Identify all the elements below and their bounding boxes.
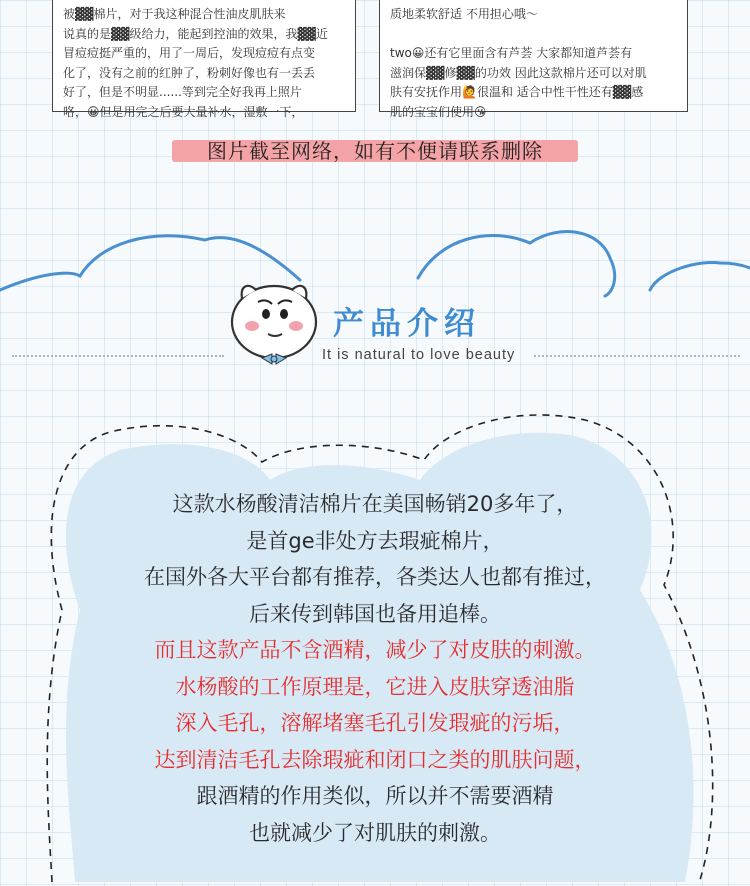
intro-line: 跟酒精的作用类似，所以并不需要酒精 xyxy=(196,784,554,808)
intro-line-highlight: 水杨酸的工作原理是，它进入皮肤穿透油脂 xyxy=(175,674,575,699)
intro-line-highlight: 而且这款产品不含酒精，减少了对皮肤的刺激。 xyxy=(154,638,596,662)
review-line: 被▓▓棉片，对于我这种混合性油皮肌肤来 xyxy=(63,7,286,21)
review-line: 冒痘痘挺严重的，用了一周后，发现痘痘有点变 xyxy=(63,46,316,60)
dotted-divider-left xyxy=(12,355,224,357)
section-subtitle: It is natural to love beauty xyxy=(322,347,516,363)
review-line: 说真的是▓▓级给力，能起到控油的效果，我▓▓近 xyxy=(63,26,328,41)
review-line: 好了，但是不明显......等到完全好我再上照片 xyxy=(63,85,302,99)
intro-line: 后来传到韩国也备用追棒。 xyxy=(249,601,501,626)
review-line xyxy=(390,25,677,45)
intro-line-highlight: 深入毛孔，溶解堵塞毛孔引发瑕疵的污垢， xyxy=(175,711,575,735)
cloud-outline-decoration xyxy=(0,218,750,298)
review-line: 化了，没有之前的红肿了，粉刺好像也有一丢丢 xyxy=(63,65,316,80)
mascot-icon xyxy=(226,278,322,372)
review-line: 质地柔软舒适 不用担心哦～ xyxy=(390,7,538,21)
review-line: 咯，😀但是用完之后要大量补水，湿敷一下， xyxy=(63,104,304,119)
review-line: 滋润保▓▓修▓▓的功效 因此这款棉片还可以对肌 xyxy=(390,65,647,80)
copyright-notice xyxy=(172,132,578,172)
review-line: two😀还有它里面含有芦荟 大家都知道芦荟有 xyxy=(390,46,633,60)
intro-line: 这款水杨酸清洁棉片在美国畅销20多年了， xyxy=(172,492,578,516)
review-card-left xyxy=(52,0,356,119)
dotted-divider-right xyxy=(534,355,740,357)
review-card-right xyxy=(379,0,688,119)
intro-line-highlight: 达到清洁毛孔去除瑕疵和闭口之类的肌肤问题， xyxy=(154,747,596,772)
section-title: 产品介绍 xyxy=(333,306,481,342)
notice-text: 图片截至网络，如有不便请联系删除 xyxy=(207,139,543,163)
intro-line: 是首ge非处方去瑕疵棉片， xyxy=(246,528,504,553)
intro-line: 在国外各大平台都有推荐，各类达人也都有推过， xyxy=(144,565,606,589)
review-line: 肌的宝宝们使用😘 xyxy=(390,104,487,119)
product-intro-text xyxy=(58,486,692,851)
intro-line: 也就减少了对肌肤的刺激。 xyxy=(249,820,501,845)
review-line: 肤有安抚作用🙋很温和 适合中性干性还有▓▓感 xyxy=(390,85,644,99)
